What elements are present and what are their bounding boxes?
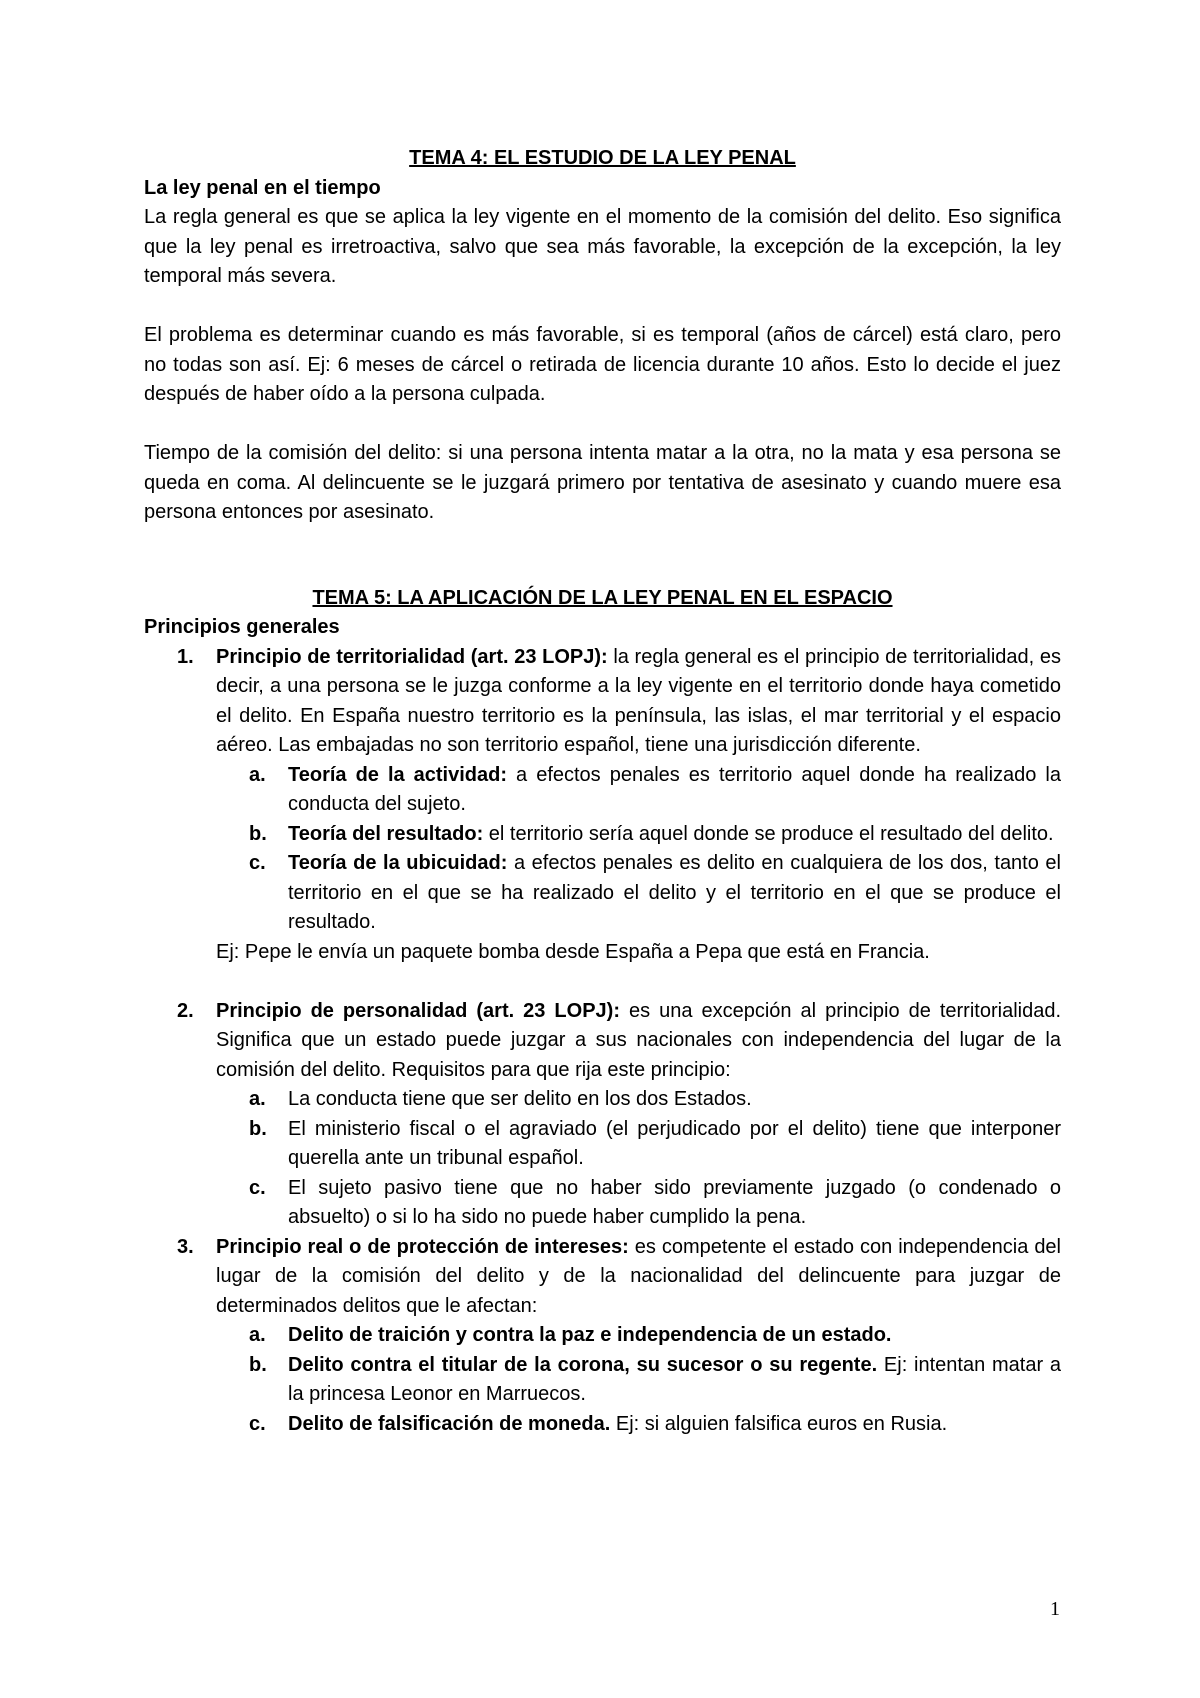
principles-list [144, 643, 1061, 1440]
tema5-subtitle: Principios generales [144, 616, 340, 638]
sub-list-item [216, 1115, 1061, 1174]
sub-list-letter: a. [249, 1324, 266, 1346]
list-item-text: es competente el estado con independencia del lugar de la comisión del delito y de la nacionalidad del delincuente para juzgar de determinados delitos que le afectan: [216, 1235, 1062, 1317]
list-number: 1. [177, 645, 194, 668]
sub-item-heading: Delito contra el titular de la corona, su sucesor o su regente. [288, 1353, 878, 1376]
list-item [144, 643, 1061, 997]
sub-list [216, 1321, 1061, 1439]
list-item [144, 997, 1061, 1233]
sub-list-item [216, 1410, 1061, 1440]
sub-list-letter: b. [249, 1353, 267, 1376]
example-text: Ej: Pepe le envía un paquete bomba desde España a Pepa que está en Francia. [216, 940, 930, 963]
list-item-heading: Principio de personalidad (art. 23 LOPJ): [216, 999, 620, 1022]
sub-list-letter: a. [249, 763, 266, 786]
sub-list-item [216, 820, 1061, 850]
list-item-text: la regla general es el principio de territorialidad, es decir, a una persona se le juzga conforme a la ley vigente en el territorio donde haya cometido el delito. En España nuestro territorio es la península, las islas, el mar territorial y el espacio aéreo. Las embajadas no son territorio español, tiene una jurisdicción diferente. [216, 645, 1061, 756]
list-item-text: es una excepción al principio de territorialidad. Significa que un estado puede juzgar a sus nacionales con independencia del lugar de la comisión del delito. Requisitos para que rija este principio: [216, 999, 1062, 1081]
sub-list-item [216, 761, 1061, 820]
sub-list-letter: b. [249, 822, 267, 845]
page-number: 1 [1050, 1598, 1060, 1620]
sub-item-text: El sujeto pasivo tiene que no haber sido previamente juzgado (o condenado o absuelto) o si lo ha sido no puede haber cumplido la pena. [288, 1176, 1061, 1228]
sub-item-text: Ej: si alguien falsifica euros en Rusia. [610, 1412, 948, 1435]
list-item-heading: Principio de territorialidad (art. 23 LOPJ): [216, 645, 608, 668]
tema4-paragraph-3: Tiempo de la comisión del delito: si una persona intenta matar a la otra, no la mata y esa persona se queda en coma. Al delincuente se le juzgará primero por tentativa de asesinato y cuando muere esa persona entonces por asesinato. [144, 442, 1061, 523]
sub-item-heading: Teoría de la ubicuidad: [288, 852, 508, 874]
sub-list-item [216, 1085, 1061, 1115]
list-item-heading: Principio real o de protección de intereses: [216, 1235, 629, 1258]
page-content [144, 144, 1061, 1439]
sub-list-letter: c. [249, 1412, 266, 1435]
tema4-title: TEMA 4: EL ESTUDIO DE LA LEY PENAL [409, 147, 796, 169]
sub-item-text: a efectos penales es delito en cualquiera de los dos, tanto el territorio en el que se ha realizado el delito y el territorio en el que se produce el resultado. [288, 852, 1061, 933]
list-number: 3. [177, 1235, 194, 1258]
list-item [144, 1233, 1061, 1440]
tema4-paragraph-1: La regla general es que se aplica la ley vigente en el momento de la comisión del delito. Eso significa que la ley penal es irretroactiva, salvo que sea más favorable, la excepción de la excepción, la ley temporal más severa. [144, 206, 1061, 287]
sub-item-text: a efectos penales es territorio aquel donde ha realizado la conducta del sujeto. [288, 763, 1061, 815]
sub-list-item [216, 849, 1061, 938]
sub-item-text: Ej: intentan matar a la princesa Leonor en Marruecos. [288, 1353, 1062, 1405]
list-number: 2. [177, 999, 194, 1022]
tema4-paragraph-2: El problema es determinar cuando es más favorable, si es temporal (años de cárcel) está claro, pero no todas son así. Ej: 6 meses de cárcel o retirada de licencia durante 10 años. Esto lo decide el juez después de haber oído a la persona culpada. [144, 324, 1061, 405]
tema5-title: TEMA 5: LA APLICACIÓN DE LA LEY PENAL EN EL ESPACIO [312, 586, 893, 609]
sub-list-item [216, 1351, 1061, 1410]
sub-item-text: El ministerio fiscal o el agraviado (el perjudicado por el delito) tiene que interponer querella ante un tribunal español. [288, 1117, 1061, 1169]
sub-list-item [216, 1174, 1061, 1233]
sub-item-heading: Delito de falsificación de moneda. [288, 1412, 611, 1435]
sub-list [216, 761, 1061, 938]
tema4-subtitle: La ley penal en el tiempo [144, 176, 381, 199]
sub-list [216, 1085, 1061, 1233]
sub-item-heading: Delito de traición y contra la paz e independencia de un estado. [288, 1324, 892, 1346]
sub-item-text: el territorio sería aquel donde se produce el resultado del delito. [483, 822, 1054, 845]
sub-list-letter: c. [249, 852, 266, 874]
sub-list-item [216, 1321, 1061, 1351]
sub-list-letter: a. [249, 1088, 266, 1110]
sub-item-heading: Teoría de la actividad: [288, 763, 508, 786]
sub-list-letter: b. [249, 1117, 267, 1140]
sub-item-text: La conducta tiene que ser delito en los dos Estados. [288, 1088, 752, 1110]
sub-item-heading: Teoría del resultado: [288, 822, 484, 845]
sub-list-letter: c. [249, 1176, 266, 1199]
